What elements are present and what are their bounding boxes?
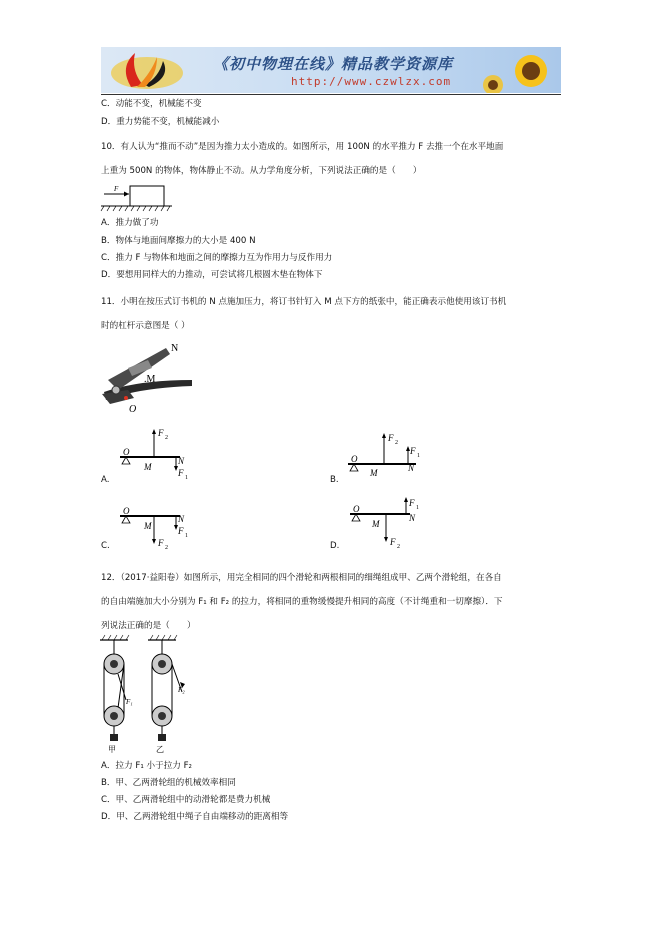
- q12-text-line2: 的自由端施加大小分别为 F₁ 和 F₂ 的拉力，将相同的重物缓慢提升相同的高度（不计绳重和一切摩擦）．下: [101, 597, 503, 607]
- lever-c-f1-sub: 1: [185, 533, 188, 539]
- q11-option-a-letter: A.: [101, 475, 110, 485]
- q10-text-line1: 10．有人认为“推而不动”是因为推力太小造成的。如图所示，用 100N 的水平推力 F 去推一个在水平地面: [101, 142, 504, 152]
- lever-d-o-label: O: [353, 504, 360, 514]
- lever-c-m-label: M: [144, 521, 152, 531]
- lever-d-n-label: N: [409, 513, 416, 523]
- q11-lever-c: [118, 500, 198, 552]
- pulley-yi-label: 乙: [156, 745, 164, 754]
- lever-a-n-label: N: [178, 456, 185, 466]
- banner-url: http://www.czwlzx.com: [291, 75, 452, 88]
- header-banner: [101, 47, 561, 93]
- q11-lever-b: [346, 426, 426, 480]
- lever-b-f1-label: F: [410, 446, 416, 456]
- stapler-n-label: N: [171, 343, 179, 354]
- q12-option-d: D．甲、乙两滑轮组中绳子自由端移动的距离相等: [101, 812, 289, 822]
- lever-b-f2-sub: 2: [395, 440, 398, 446]
- lever-d-f2-label: F: [390, 537, 396, 547]
- pulley-jia-label: 甲: [108, 745, 116, 754]
- lever-c-f2-sub: 2: [165, 545, 168, 551]
- lever-a-f2-label: F: [158, 428, 164, 438]
- stapler-m-label: .M: [144, 374, 156, 385]
- lever-c-f1-label: F: [178, 526, 184, 536]
- q10-figure: [100, 180, 180, 212]
- q12-text-line1: 12．（2017·益阳卷）如图所示，用完全相同的四个滑轮和两根相同的细绳组成甲、乙两个滑轮组，在各自: [101, 573, 502, 583]
- lever-d-f1-label: F: [409, 498, 415, 508]
- lever-a-f1-sub: 1: [185, 475, 188, 480]
- q11-text-line1: 11．小明在按压式订书机的 N 点施加压力，将订书针钉入 M 点下方的纸张中，能正确表示他使用该订书机: [101, 297, 507, 307]
- lever-a-f1-label: F: [178, 468, 184, 478]
- q12-option-b: B．甲、乙两滑轮组的机械效率相同: [101, 778, 236, 788]
- q12-pulley-figure: [92, 634, 202, 758]
- lever-d-f1-sub: 1: [416, 505, 419, 511]
- q12-option-a: A．拉力 F₁ 小于拉力 F₂: [101, 761, 193, 771]
- lever-c-n-label: N: [178, 514, 185, 524]
- q10-option-d: D．要想用同样大的力推动，可尝试将几根圆木垫在物体下: [101, 270, 323, 280]
- lever-b-o-label: O: [351, 454, 358, 464]
- lever-b-m-label: M: [370, 468, 378, 478]
- q12-option-c: C．甲、乙两滑轮组中的动滑轮都是费力机械: [101, 795, 271, 805]
- q11-option-b-letter: B.: [330, 475, 339, 485]
- lever-b-n-label: N: [408, 463, 415, 473]
- pulley-f2-label: F₂: [178, 686, 185, 694]
- lever-a-f2-sub: 2: [165, 435, 168, 441]
- lever-d-f2-sub: 2: [397, 544, 400, 550]
- sunflower-icon: [471, 47, 561, 93]
- pulley-f1-label: F₁: [126, 698, 133, 706]
- q10-option-c: C．推力 F 与物体和地面之间的摩擦力互为作用力与反作用力: [101, 253, 333, 263]
- lever-b-f2-label: F: [388, 433, 394, 443]
- q10-force-label: F: [114, 185, 119, 193]
- stapler-figure: [98, 338, 198, 416]
- lever-a-m-label: M: [144, 462, 152, 472]
- q10-text-line2: 上重为 500N 的物体，物体静止不动。从力学角度分析，下列说法正确的是（ ）: [101, 166, 422, 176]
- prev-option-c: C．动能不变，机械能不变: [101, 99, 202, 109]
- q10-option-a: A．推力做了功: [101, 218, 159, 228]
- lever-a-o-label: O: [123, 447, 130, 457]
- lever-c-f2-label: F: [158, 538, 164, 548]
- stapler-o-label: O: [129, 404, 137, 415]
- q11-lever-a: [118, 426, 198, 480]
- q11-option-c-letter: C.: [101, 541, 110, 551]
- lever-d-m-label: M: [372, 519, 380, 529]
- q10-option-b: B．物体与地面间摩擦力的大小是 400 N: [101, 236, 256, 246]
- lever-c-o-label: O: [123, 506, 130, 516]
- prev-option-d: D．重力势能不变，机械能减小: [101, 117, 220, 127]
- header-divider: [101, 94, 561, 95]
- lever-b-f1-sub: 1: [417, 453, 420, 459]
- logo-icon: [101, 47, 201, 93]
- q11-text-line2: 时的杠杆示意图是（ ）: [101, 321, 190, 331]
- q11-lever-d: [348, 494, 428, 550]
- q12-text-line3: 列说法正确的是（ ）: [101, 621, 196, 631]
- q11-option-d-letter: D.: [330, 541, 340, 551]
- banner-title: 《初中物理在线》精品教学资源库: [213, 55, 454, 73]
